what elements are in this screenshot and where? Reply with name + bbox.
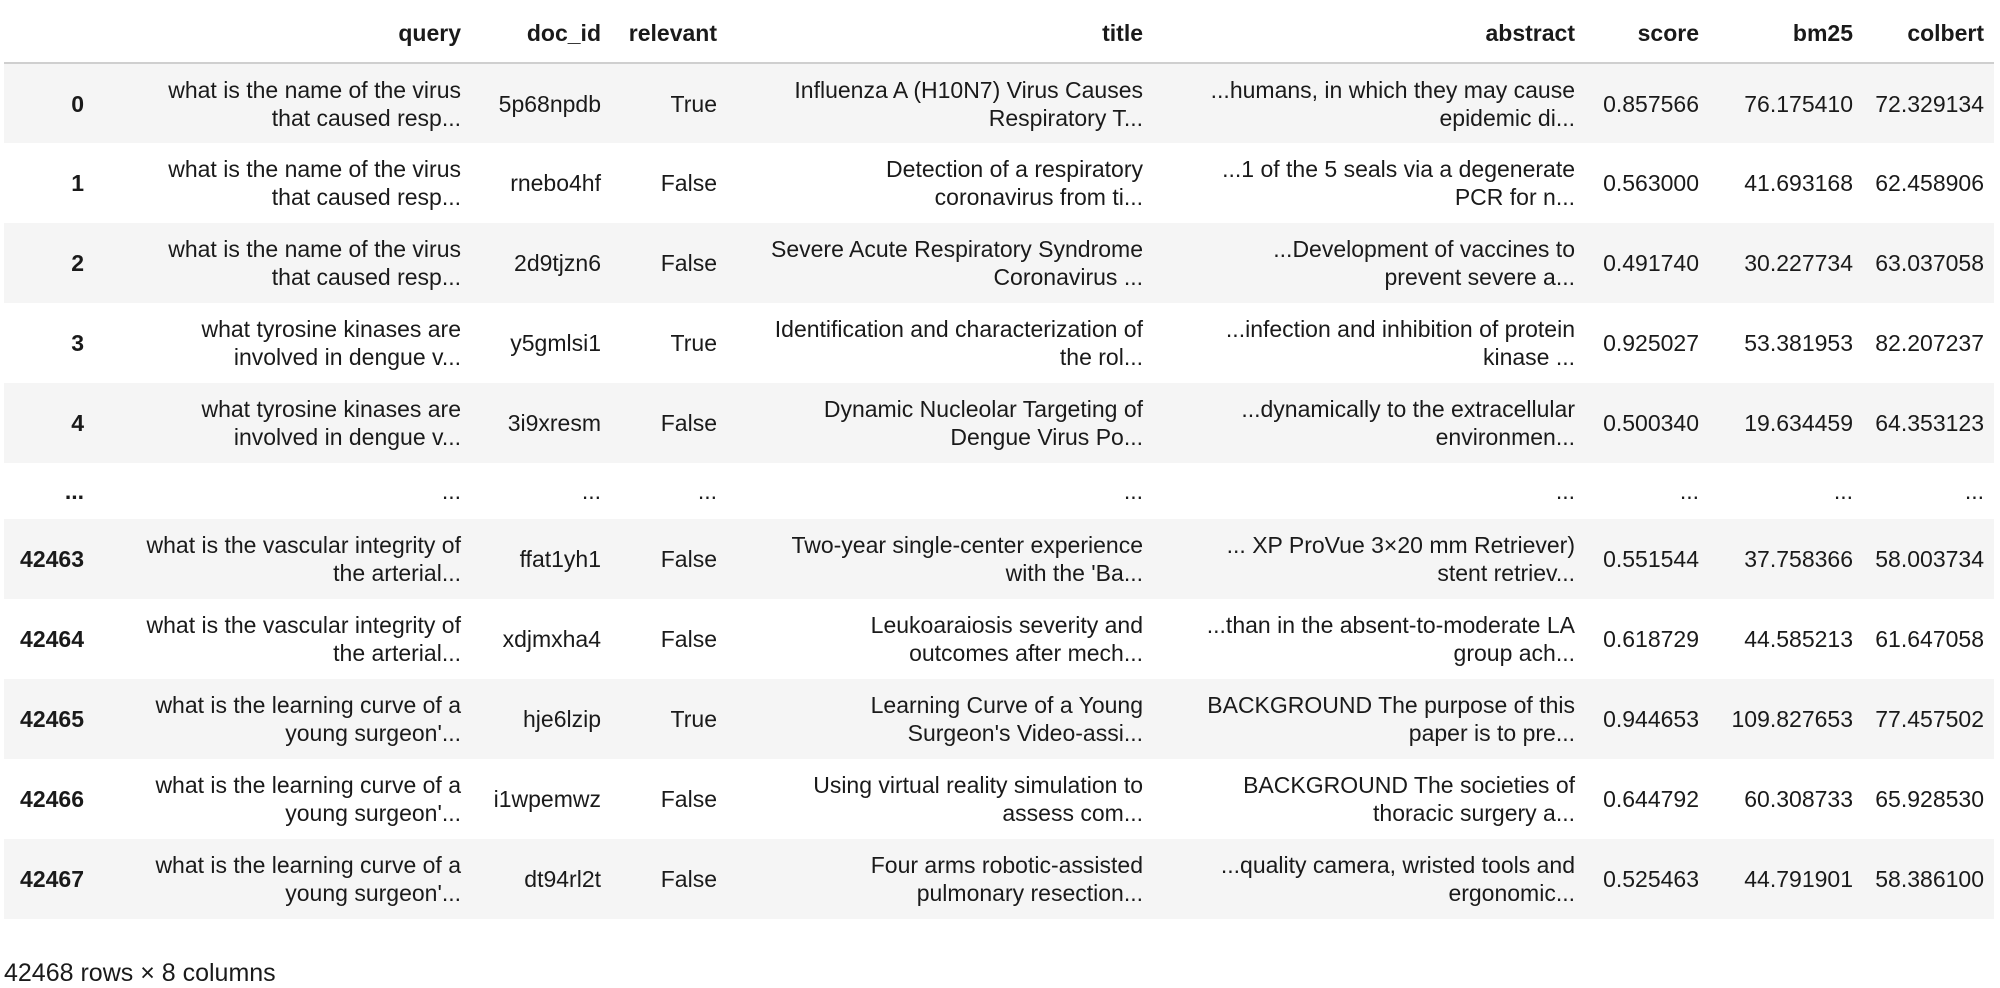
cell-score: 0.857566 bbox=[1603, 90, 1699, 117]
cell-colbert: 64.353123 bbox=[1875, 410, 1984, 436]
table-body bbox=[4, 63, 1994, 919]
cell-doc-id: y5gmlsi1 bbox=[510, 330, 601, 356]
row-index: 2 bbox=[71, 250, 84, 276]
cell-line: that caused resp... bbox=[271, 184, 461, 210]
cell-relevant: True bbox=[670, 330, 717, 356]
cell-line: Two-year single-center experience bbox=[791, 532, 1143, 558]
cell-line: the arterial... bbox=[333, 640, 461, 666]
cell-line: what is the name of the virus bbox=[168, 156, 461, 182]
cell-line: what tyrosine kinases are bbox=[201, 396, 461, 422]
table-row bbox=[4, 63, 1994, 143]
cell-line: thoracic surgery a... bbox=[1373, 800, 1575, 826]
cell-line: what is the name of the virus bbox=[168, 236, 461, 262]
table-row bbox=[4, 679, 1994, 759]
column-header-doc-id: doc_id bbox=[471, 4, 611, 63]
cell-title bbox=[727, 223, 1153, 303]
cell-title bbox=[727, 759, 1153, 839]
table-header bbox=[4, 4, 1994, 63]
cell-line: with the 'Ba... bbox=[1005, 560, 1143, 586]
cell-doc-id: 2d9tjzn6 bbox=[514, 250, 601, 276]
cell-bm25: 60.308733 bbox=[1744, 786, 1853, 812]
cell-relevant: False bbox=[660, 250, 717, 276]
cell-relevant: False bbox=[660, 626, 717, 652]
cell-line: young surgeon'... bbox=[285, 880, 461, 906]
cell-line: what is the vascular integrity of bbox=[146, 532, 461, 558]
cell-colbert: 58.003734 bbox=[1875, 546, 1984, 572]
cell-score: 0.925027 bbox=[1603, 330, 1699, 356]
cell-title bbox=[727, 519, 1153, 599]
cell-abstract bbox=[1153, 839, 1585, 919]
cell-query bbox=[94, 303, 471, 383]
cell-abstract bbox=[1153, 519, 1585, 599]
cell-line: the arterial... bbox=[333, 560, 461, 586]
cell-colbert: 58.386100 bbox=[1875, 866, 1984, 892]
ellipsis-cell: ... bbox=[581, 478, 601, 504]
cell-line: what is the learning curve of a bbox=[155, 772, 461, 798]
cell-relevant: False bbox=[660, 546, 717, 572]
cell-colbert: 61.647058 bbox=[1875, 626, 1984, 652]
table-row bbox=[4, 143, 1994, 223]
cell-line: stent retriev... bbox=[1437, 560, 1575, 586]
cell-line: BACKGROUND The societies of bbox=[1243, 772, 1575, 798]
cell-doc-id: rnebo4hf bbox=[510, 170, 601, 196]
column-header-abstract: abstract bbox=[1153, 4, 1585, 63]
cell-abstract bbox=[1153, 303, 1585, 383]
cell-line: Surgeon's Video-assi... bbox=[907, 720, 1143, 746]
row-index: 42463 bbox=[20, 546, 84, 572]
row-index: 42467 bbox=[20, 866, 84, 892]
cell-doc-id: i1wpemwz bbox=[493, 786, 601, 812]
cell-line: ...quality camera, wristed tools and bbox=[1220, 852, 1575, 878]
cell-bm25: 30.227734 bbox=[1744, 250, 1853, 276]
cell-query bbox=[94, 63, 471, 143]
cell-colbert: 82.207237 bbox=[1875, 330, 1984, 356]
ellipsis-cell: ... bbox=[697, 478, 717, 504]
cell-abstract bbox=[1153, 223, 1585, 303]
index-header bbox=[4, 4, 94, 63]
cell-line: what is the name of the virus bbox=[168, 76, 461, 103]
cell-colbert: 72.329134 bbox=[1875, 90, 1984, 117]
ellipsis-cell: ... bbox=[441, 478, 461, 504]
cell-line: Detection of a respiratory bbox=[886, 156, 1143, 182]
header-row bbox=[4, 4, 1994, 63]
cell-abstract bbox=[1153, 63, 1585, 143]
cell-line: kinase ... bbox=[1482, 344, 1575, 370]
cell-line: BACKGROUND The purpose of this bbox=[1207, 692, 1575, 718]
cell-bm25: 41.693168 bbox=[1744, 170, 1853, 196]
cell-bm25: 44.791901 bbox=[1744, 866, 1853, 892]
cell-line: what tyrosine kinases are bbox=[201, 316, 461, 342]
cell-bm25: 76.175410 bbox=[1744, 90, 1853, 117]
column-header-bm25: bm25 bbox=[1709, 4, 1863, 63]
cell-line: Leukoaraiosis severity and bbox=[870, 612, 1143, 638]
ellipsis-row bbox=[4, 463, 1994, 519]
cell-query bbox=[94, 143, 471, 223]
cell-doc-id: 5p68npdb bbox=[498, 90, 601, 117]
cell-line: prevent severe a... bbox=[1384, 264, 1575, 290]
cell-abstract bbox=[1153, 759, 1585, 839]
cell-doc-id: hje6lzip bbox=[523, 706, 601, 732]
cell-query bbox=[94, 223, 471, 303]
cell-title bbox=[727, 303, 1153, 383]
cell-line: ... XP ProVue 3×20 mm Retriever) bbox=[1226, 532, 1575, 558]
cell-line: ...Development of vaccines to bbox=[1273, 236, 1575, 262]
cell-doc-id: ffat1yh1 bbox=[519, 546, 601, 572]
row-index: 4 bbox=[71, 410, 84, 436]
cell-abstract bbox=[1153, 383, 1585, 463]
cell-line: Using virtual reality simulation to bbox=[813, 772, 1143, 798]
cell-title bbox=[727, 599, 1153, 679]
cell-line: group ach... bbox=[1453, 640, 1575, 666]
table-row bbox=[4, 383, 1994, 463]
cell-line: PCR for n... bbox=[1454, 184, 1575, 210]
cell-query bbox=[94, 759, 471, 839]
cell-line: Learning Curve of a Young bbox=[870, 692, 1143, 718]
dataframe-table bbox=[4, 4, 1994, 919]
cell-relevant: False bbox=[660, 866, 717, 892]
cell-line: ...humans, in which they may cause bbox=[1210, 76, 1575, 103]
cell-line: Dynamic Nucleolar Targeting of bbox=[823, 396, 1143, 422]
table-row bbox=[4, 223, 1994, 303]
cell-bm25: 53.381953 bbox=[1744, 330, 1853, 356]
cell-line: paper is to pre... bbox=[1408, 720, 1575, 746]
column-header-score: score bbox=[1585, 4, 1709, 63]
cell-line: Influenza A (H10N7) Virus Causes bbox=[794, 76, 1143, 103]
cell-score: 0.500340 bbox=[1603, 410, 1699, 436]
cell-bm25: 44.585213 bbox=[1744, 626, 1853, 652]
cell-score: 0.551544 bbox=[1603, 546, 1699, 572]
cell-colbert: 65.928530 bbox=[1875, 786, 1984, 812]
cell-line: that caused resp... bbox=[271, 264, 461, 290]
cell-query bbox=[94, 839, 471, 919]
cell-relevant: False bbox=[660, 410, 717, 436]
row-index: 0 bbox=[71, 90, 84, 117]
cell-query bbox=[94, 599, 471, 679]
cell-line: young surgeon'... bbox=[285, 720, 461, 746]
cell-score: 0.563000 bbox=[1603, 170, 1699, 196]
cell-line: what is the learning curve of a bbox=[155, 692, 461, 718]
table-row bbox=[4, 599, 1994, 679]
table-row bbox=[4, 759, 1994, 839]
cell-line: the rol... bbox=[1059, 344, 1143, 370]
cell-score: 0.525463 bbox=[1603, 866, 1699, 892]
table-row bbox=[4, 303, 1994, 383]
cell-doc-id: xdjmxha4 bbox=[502, 626, 601, 652]
cell-title bbox=[727, 679, 1153, 759]
cell-title bbox=[727, 63, 1153, 143]
cell-line: involved in dengue v... bbox=[233, 424, 461, 450]
cell-line: ...1 of the 5 seals via a degenerate bbox=[1222, 156, 1575, 182]
cell-line: ...dynamically to the extracellular bbox=[1241, 396, 1575, 422]
cell-query bbox=[94, 383, 471, 463]
ellipsis-cell: ... bbox=[1679, 478, 1699, 504]
cell-query bbox=[94, 679, 471, 759]
column-header-relevant: relevant bbox=[611, 4, 727, 63]
cell-bm25: 37.758366 bbox=[1744, 546, 1853, 572]
cell-title bbox=[727, 143, 1153, 223]
dataframe-output bbox=[4, 4, 1994, 919]
cell-doc-id: 3i9xresm bbox=[507, 410, 601, 436]
cell-line: Respiratory T... bbox=[988, 104, 1143, 131]
ellipsis-cell: ... bbox=[1555, 478, 1575, 504]
cell-query bbox=[94, 519, 471, 599]
cell-line: ...than in the absent-to-moderate LA bbox=[1206, 612, 1575, 638]
table-row bbox=[4, 519, 1994, 599]
shape-summary: 42468 rows × 8 columns bbox=[4, 959, 276, 987]
cell-line: assess com... bbox=[1002, 800, 1143, 826]
column-header-query: query bbox=[94, 4, 471, 63]
cell-line: ...infection and inhibition of protein bbox=[1225, 316, 1575, 342]
cell-line: outcomes after mech... bbox=[909, 640, 1143, 666]
row-index: 42464 bbox=[20, 626, 84, 652]
row-index: 3 bbox=[71, 330, 84, 356]
cell-line: involved in dengue v... bbox=[233, 344, 461, 370]
cell-line: Four arms robotic-assisted bbox=[870, 852, 1143, 878]
cell-relevant: True bbox=[670, 706, 717, 732]
cell-colbert: 62.458906 bbox=[1875, 170, 1984, 196]
cell-relevant: False bbox=[660, 170, 717, 196]
cell-relevant: False bbox=[660, 786, 717, 812]
cell-line: Dengue Virus Po... bbox=[950, 424, 1143, 450]
cell-abstract bbox=[1153, 679, 1585, 759]
ellipsis-cell: ... bbox=[1833, 478, 1853, 504]
cell-abstract bbox=[1153, 599, 1585, 679]
row-index: 42466 bbox=[20, 786, 84, 812]
cell-line: ergonomic... bbox=[1448, 880, 1575, 906]
cell-relevant: True bbox=[670, 90, 717, 117]
ellipsis-index: ... bbox=[64, 478, 84, 504]
cell-title bbox=[727, 839, 1153, 919]
table-row bbox=[4, 839, 1994, 919]
cell-line: what is the learning curve of a bbox=[155, 852, 461, 878]
cell-line: that caused resp... bbox=[271, 104, 461, 131]
row-index: 1 bbox=[71, 170, 84, 196]
column-header-colbert: colbert bbox=[1863, 4, 1994, 63]
cell-score: 0.644792 bbox=[1603, 786, 1699, 812]
cell-abstract bbox=[1153, 143, 1585, 223]
cell-line: Severe Acute Respiratory Syndrome bbox=[770, 236, 1143, 262]
cell-colbert: 63.037058 bbox=[1875, 250, 1984, 276]
row-index: 42465 bbox=[20, 706, 84, 732]
ellipsis-cell: ... bbox=[1123, 478, 1143, 504]
cell-bm25: 109.827653 bbox=[1731, 706, 1853, 732]
cell-line: environmen... bbox=[1435, 424, 1575, 450]
cell-title bbox=[727, 383, 1153, 463]
cell-line: Identification and characterization of bbox=[774, 316, 1143, 342]
cell-line: Coronavirus ... bbox=[993, 264, 1143, 290]
cell-score: 0.618729 bbox=[1603, 626, 1699, 652]
cell-line: epidemic di... bbox=[1439, 104, 1575, 131]
cell-score: 0.944653 bbox=[1603, 706, 1699, 732]
column-header-title: title bbox=[727, 4, 1153, 63]
cell-line: coronavirus from ti... bbox=[934, 184, 1143, 210]
cell-colbert: 77.457502 bbox=[1875, 706, 1984, 732]
cell-line: what is the vascular integrity of bbox=[146, 612, 461, 638]
cell-line: young surgeon'... bbox=[285, 800, 461, 826]
cell-bm25: 19.634459 bbox=[1744, 410, 1853, 436]
ellipsis-cell: ... bbox=[1964, 478, 1984, 504]
cell-line: pulmonary resection... bbox=[916, 880, 1143, 906]
cell-doc-id: dt94rl2t bbox=[524, 866, 601, 892]
cell-score: 0.491740 bbox=[1603, 250, 1699, 276]
